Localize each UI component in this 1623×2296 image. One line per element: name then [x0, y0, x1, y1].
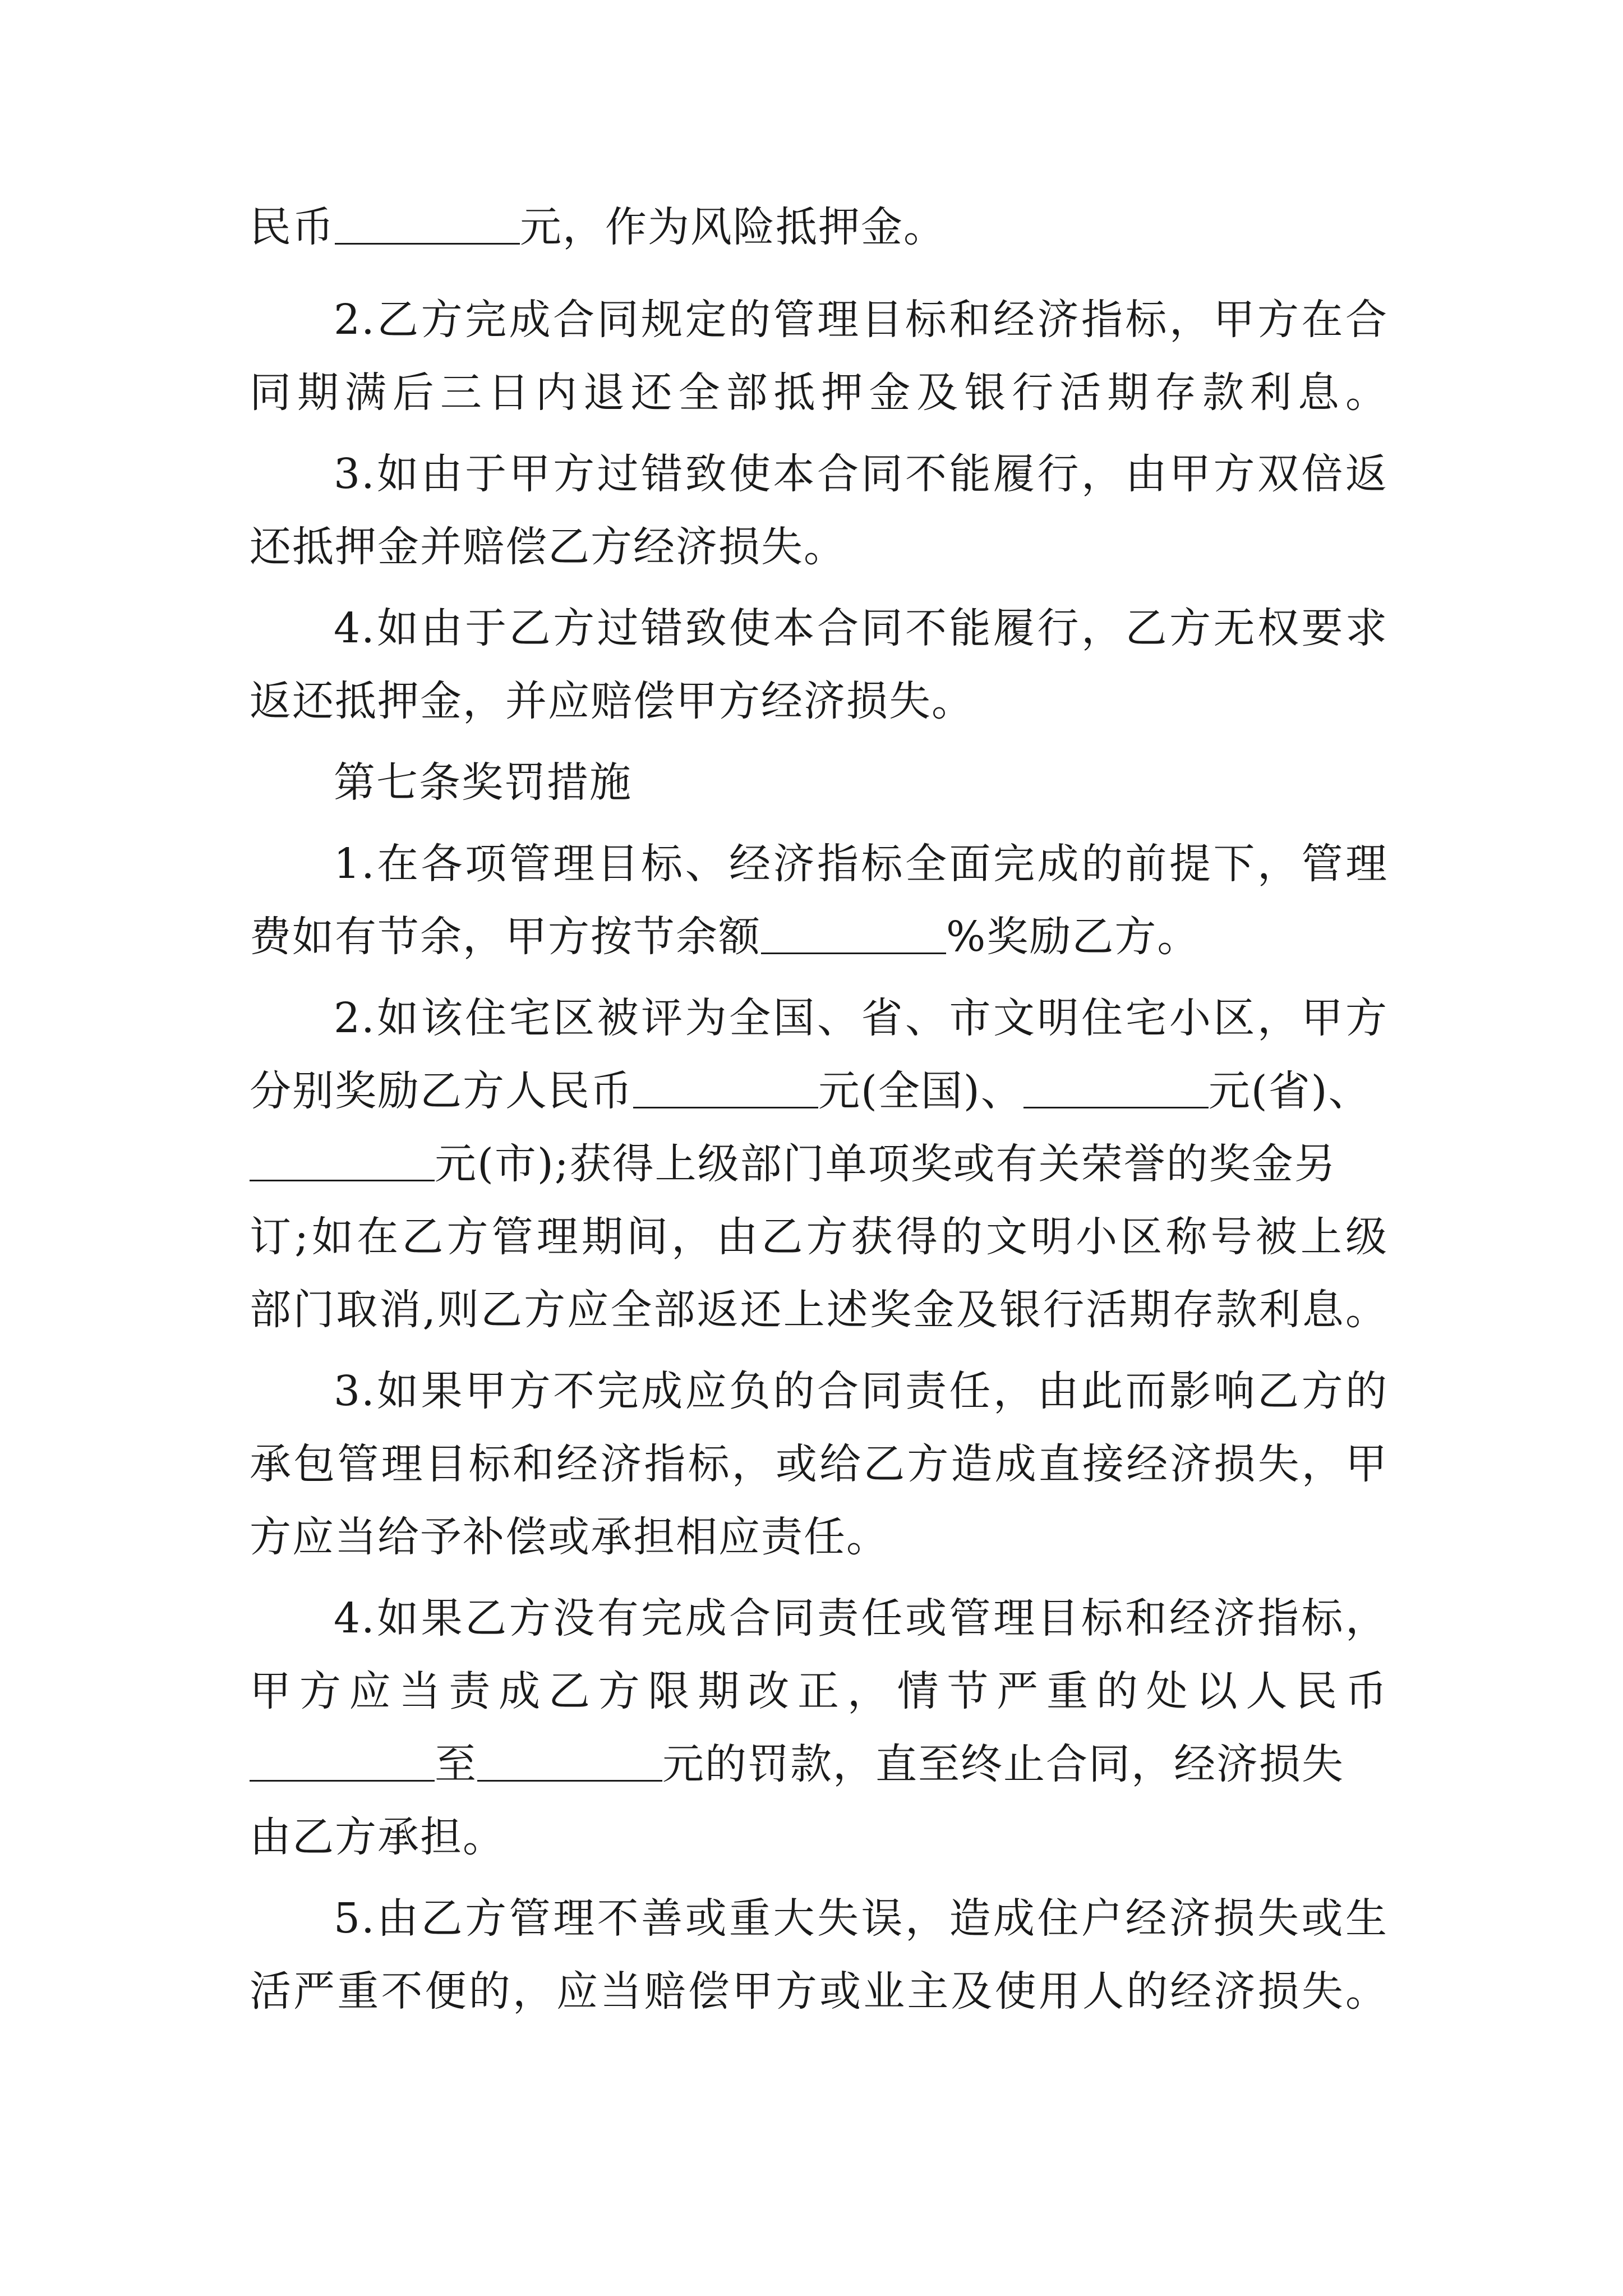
section-heading [334, 746, 1388, 819]
text-line [250, 1055, 1388, 1128]
text-segment: 同期满后三日内退还全部抵押金及银行活期存款利息。 [250, 369, 1388, 417]
text-line [250, 900, 1388, 973]
text-segment: 4.如果乙方没有完成合同责任或管理目标和经济指标， [334, 1594, 1388, 1642]
fill-in-blank [335, 201, 520, 245]
text-line [250, 1801, 1388, 1874]
text-segment: 活严重不便的，应当赔偿甲方或业主及使用人的经济损失。 [250, 1967, 1388, 2016]
fill-in-blank [1023, 1065, 1209, 1108]
text-segment: 由乙方承担。 [250, 1813, 505, 1861]
text-segment: 订;如在乙方管理期间，由乙方获得的文明小区称号被上级 [250, 1213, 1388, 1261]
text-line [250, 1200, 1388, 1273]
text-segment: 1.在各项管理目标、经济指标全面完成的前提下，管理 [334, 840, 1388, 888]
text-line [334, 1355, 1388, 1428]
text-segment: 元(省)、 [1208, 1067, 1371, 1115]
text-segment: 甲方应当责成乙方限期改正，情节严重的处以人民币 [250, 1667, 1388, 1715]
text-line [334, 827, 1388, 900]
fill-in-blank [633, 1065, 818, 1108]
text-segment: 还抵押金并赔偿乙方经济损失。 [250, 523, 846, 571]
text-segment: 3.如由于甲方过错致使本合同不能履行，由甲方双倍返 [334, 450, 1388, 498]
text-segment: 费如有节余，甲方按节余额 [250, 913, 761, 961]
text-line [250, 1428, 1388, 1501]
text-line [250, 1273, 1388, 1346]
text-segment: 4.如由于乙方过错致使本合同不能履行，乙方无权要求 [334, 604, 1388, 652]
text-segment: 元，作为风险抵押金。 [520, 203, 946, 251]
text-line [250, 1655, 1388, 1728]
text-segment: 元的罚款，直至终止合同，经济损失 [662, 1740, 1344, 1788]
fill-in-blank [761, 911, 946, 954]
text-segment: 5.由乙方管理不善或重大失误，造成住户经济损失或生 [334, 1894, 1388, 1943]
text-segment: 元(全国)、 [818, 1067, 1023, 1115]
text-line [334, 1882, 1388, 1955]
text-segment: 民币 [250, 203, 335, 251]
text-segment: 3.如果甲方不完成应负的合同责任，由此而影响乙方的 [334, 1367, 1388, 1415]
fill-in-blank [477, 1738, 662, 1782]
text-line [250, 510, 1388, 583]
text-segment: 元(市);获得上级部门单项奖或有关荣誉的奖金另 [435, 1140, 1337, 1188]
text-segment: 至 [435, 1740, 477, 1788]
text-segment: 方应当给予补偿或承担相应责任。 [250, 1513, 889, 1561]
text-line [334, 592, 1388, 665]
text-line [250, 356, 1388, 429]
text-segment: 承包管理目标和经济指标，或给乙方造成直接经济损失，甲 [250, 1440, 1388, 1488]
text-line [250, 1728, 1388, 1801]
text-segment: 部门取消,则乙方应全部返还上述奖金及银行活期存款利息。 [250, 1286, 1388, 1334]
fill-in-blank [250, 1738, 435, 1782]
fill-in-blank [250, 1138, 435, 1181]
text-line [250, 1501, 1388, 1573]
text-segment: 2.乙方完成合同规定的管理目标和经济指标，甲方在合 [334, 296, 1388, 344]
text-line [250, 665, 1388, 738]
text-line [250, 191, 1388, 264]
text-segment: %奖励乙方。 [946, 913, 1200, 961]
text-line [334, 438, 1388, 510]
text-line [250, 1128, 1388, 1200]
text-line [250, 1955, 1388, 2028]
text-segment: 2.如该住宅区被评为全国、省、市文明住宅小区，甲方 [334, 994, 1388, 1042]
text-segment: 分别奖励乙方人民币 [250, 1067, 633, 1115]
text-segment: 返还抵押金，并应赔偿甲方经济损失。 [250, 677, 974, 725]
text-line [334, 283, 1388, 356]
text-line [334, 1582, 1388, 1655]
text-line [334, 982, 1388, 1055]
text-segment: 第七条奖罚措施 [334, 758, 632, 807]
